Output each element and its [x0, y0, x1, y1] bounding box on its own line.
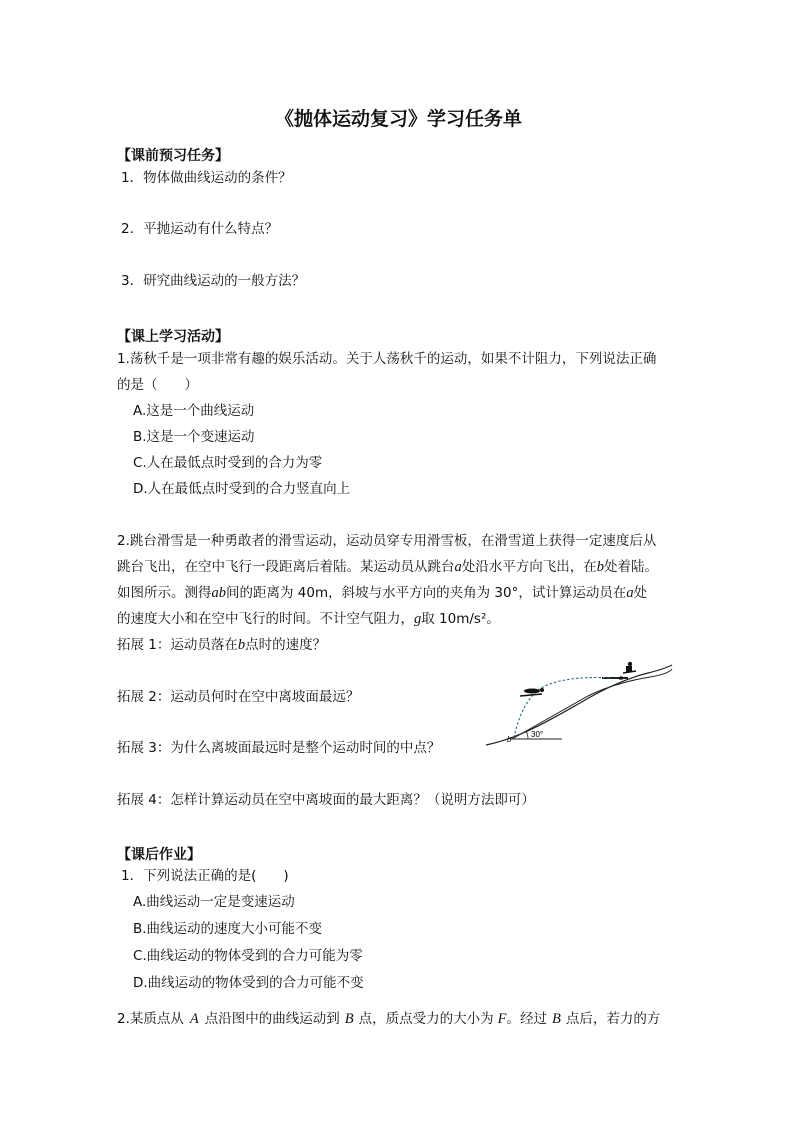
q2-line1: 2.跳台滑雪是一种勇敢者的滑雪运动，运动员穿专用滑雪板，在滑雪道上获得一定速度后从: [117, 533, 657, 549]
angle-arc: [526, 731, 528, 739]
hw-q2-mid3: 。经过: [506, 1011, 547, 1027]
extension-4: 拓展 4：怎样计算运动员在空中离坡面的最大距离？（说明方法即可）: [117, 792, 535, 808]
slope-lower-edge: [512, 669, 672, 739]
q1-stem-line2: 的是（ ）: [117, 377, 198, 393]
q2-line3: [117, 585, 647, 602]
hw-q2-var-A: A: [189, 1011, 199, 1027]
label-a: a: [619, 675, 623, 682]
extension-1: [117, 637, 326, 654]
hw-q1-option-d: D.曲线运动的物体受到的合力可能不变: [133, 975, 364, 991]
section-heading-preview: 【课前预习任务】: [117, 148, 229, 164]
preview-item-1: 1．物体做曲线运动的条件？: [121, 170, 292, 186]
q2-line4-pre: 的速度大小和在空中飞行的时间。不计空气阻力，: [117, 611, 414, 627]
q2-line2-text: 跳台飞出，在空中飞行一段距离后着陆。某运动员从跳台: [117, 559, 455, 575]
hw-q2-var-B2: B: [551, 1011, 561, 1027]
q2-line2-mid: 处沿水平方向飞出，在: [461, 559, 597, 575]
q2-var-a: a: [454, 559, 462, 575]
hw-q1-option-a: A.曲线运动一定是变速运动: [133, 894, 295, 910]
q1-option-d: D.人在最低点时受到的合力竖直向上: [133, 481, 351, 497]
skier-at-start-icon: [623, 662, 636, 673]
hw-q2-var-F: F: [497, 1011, 507, 1027]
q1-option-b: B.这是一个变速运动: [133, 429, 255, 445]
hw-q2-mid1: 点沿图中的曲线运动到: [204, 1011, 340, 1027]
hw-q2-stem: [117, 1011, 660, 1028]
label-b: b: [507, 735, 512, 744]
hw-q2-mid2: 点，质点受力的大小为: [358, 1011, 494, 1027]
q2-line3-tail: 处: [633, 585, 648, 601]
page-title: 《抛体运动复习》学习任务单: [275, 108, 523, 130]
ext1-end: 点时的速度？: [245, 637, 327, 653]
q2-var-g: g: [414, 611, 422, 627]
q2-line4: [117, 611, 500, 628]
label-angle: 30°: [531, 730, 544, 739]
hw-q2-end: 点后，若力的方: [565, 1011, 661, 1027]
q1-option-a: A.这是一个曲线运动: [133, 403, 255, 419]
q2-line3-end: 间的距离为 40m，斜坡与水平方向的夹角为 30°，试计算运动员在: [226, 585, 627, 601]
ext1-var-b: b: [237, 637, 246, 653]
section-heading-homework: 【课后作业】: [117, 847, 201, 863]
q2-var-ab: ab: [211, 585, 226, 601]
q1-option-c: C.人在最低点时受到的合力为零: [133, 455, 323, 471]
hw-q2-pre: 2.某质点从: [117, 1011, 184, 1027]
preview-item-2: 2．平抛运动有什么特点？: [121, 221, 279, 237]
trajectory-curve: [514, 678, 610, 739]
hw-q1-option-c: C.曲线运动的物体受到的合力可能为零: [133, 948, 363, 964]
slope-line: [486, 665, 672, 745]
q1-stem-line1: 1.荡秋千是一项非常有趣的娱乐活动。关于人荡秋千的运动，如果不计阻力，下列说法正确: [117, 351, 657, 367]
preview-item-3: 3．研究曲线运动的一般方法？: [121, 273, 306, 289]
ski-jump-figure: [480, 658, 676, 754]
section-heading-classwork: 【课上学习活动】: [117, 329, 229, 345]
hw-q1-stem: 1．下列说法正确的是( ): [121, 868, 289, 884]
q2-line2-end: 处着陆。: [604, 559, 658, 575]
ext1-pre: 拓展 1：运动员落在: [117, 637, 238, 653]
q2-line3-pre: 如图所示。测得: [117, 585, 212, 601]
q2-var-b: b: [596, 559, 604, 575]
extension-3: 拓展 3：为什么离坡面最远时是整个运动时间的中点？: [117, 740, 441, 756]
skier-in-flight-icon: [520, 688, 544, 696]
extension-2: 拓展 2：运动员何时在空中离坡面最远？: [117, 689, 360, 705]
hw-q1-option-b: B.曲线运动的速度大小可能不变: [133, 921, 323, 937]
q2-line4-end: 取 10m/s²。: [421, 611, 500, 627]
q2-line2: [117, 559, 658, 576]
q2-var-a2: a: [626, 585, 634, 601]
hw-q2-var-B: B: [344, 1011, 354, 1027]
